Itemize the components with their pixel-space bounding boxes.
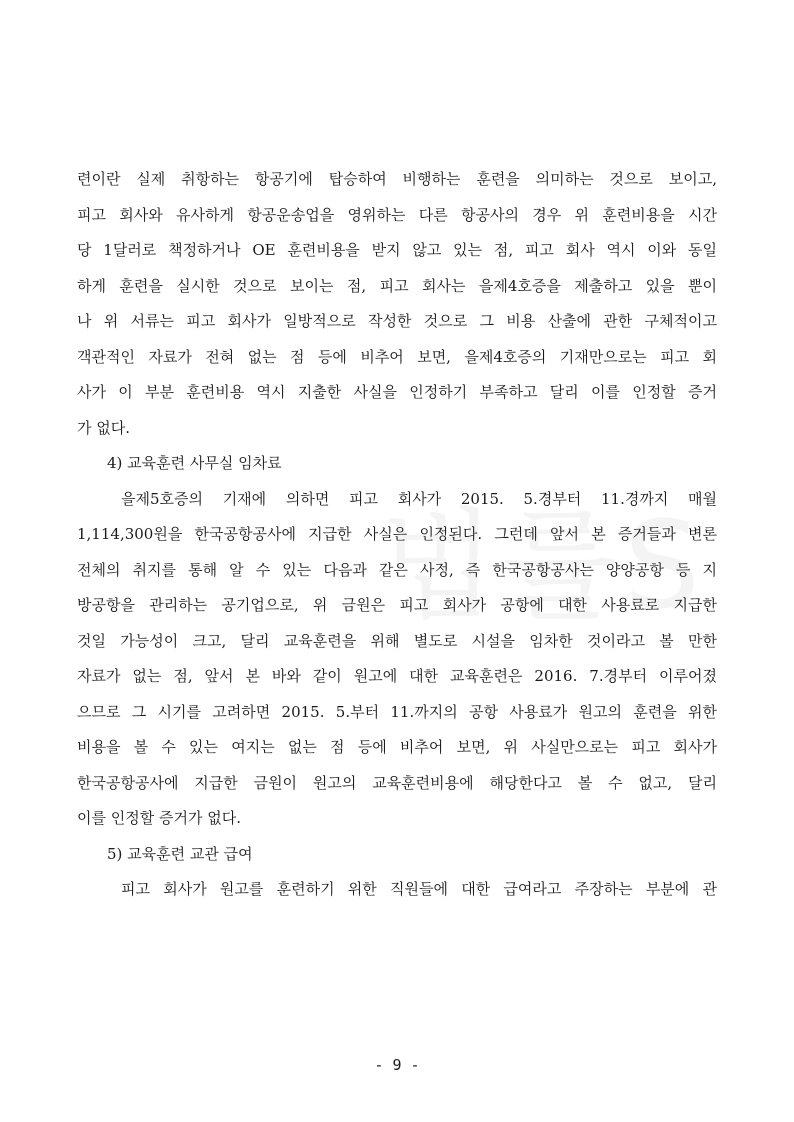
text-line: 하게 훈련을 실시한 것으로 보이는 점, 피고 회사는 을제4호증을 제출하고 있을 뿐이 (77, 276, 717, 295)
text-line: 것일 가능성이 크고, 달리 교육훈련을 위해 별도로 시설을 임차한 것이라고 볼 만한 (77, 631, 717, 650)
paragraph-instructor-salary (77, 872, 717, 908)
section-heading-5: 5) 교육훈련 교관 급여 (107, 844, 253, 863)
text-line: 1,114,300원을 한국공항공사에 지급한 사실은 인정된다. 그런데 앞서 본 증거들과 변론 (77, 525, 717, 543)
text-line: 자료가 없는 점, 앞서 본 바와 같이 원고에 대한 교육훈련은 2016. 7.경부터 이루어졌 (77, 667, 717, 685)
text-line: 피고 회사와 유사하게 항공운송업을 영위하는 다른 항공사의 경우 위 훈련비용을 시간 (77, 205, 717, 224)
section-heading-4: 4) 교육훈련 사무실 임차료 (107, 454, 282, 472)
page-number: - 9 - (374, 1056, 420, 1074)
text-line: 전체의 취지를 통해 알 수 있는 다음과 같은 사정, 즉 한국공항공사는 양양공항 등 지 (77, 560, 717, 579)
text-line: 방공항을 관리하는 공기업으로, 위 금원은 피고 회사가 공항에 대한 사용료로 지급한 (77, 596, 717, 614)
text-line: 피고 회사가 원고를 훈련하기 위한 직원들에 대한 급여라고 주장하는 부분에 관 (121, 880, 717, 898)
text-line: 을제5호증의 기재에 의하면 피고 회사가 2015. 5.경부터 11.경까지 매월 (121, 489, 717, 508)
text-line: 비용을 볼 수 있는 여지는 없는 점 등에 비추어 보면, 위 사실만으로는 피고 회사가 (77, 738, 717, 756)
text-line: 당 1달러로 책정하거나 OE 훈련비용을 받지 않고 있는 점, 피고 회사 역시 이와 동일 (77, 241, 717, 259)
text-line: 사가 이 부분 훈련비용 역시 지출한 사실을 인정하기 부족하고 달리 이를 인정할 증거 (77, 383, 717, 401)
text-line: 으므로 그 시기를 고려하면 2015. 5.부터 11.까지의 공항 사용료가 원고의 훈련을 위한 (77, 702, 717, 721)
text-line: 련이란 실제 취항하는 항공기에 탑승하여 비행하는 훈련을 의미하는 것으로 보이고, (77, 170, 717, 188)
body-text (77, 162, 717, 908)
text-line: 나 위 서류는 피고 회사가 일방적으로 작성한 것으로 그 비용 산출에 관한 구체적이고 (77, 312, 717, 330)
text-line: 이를 인정할 증거가 없다. (77, 809, 241, 827)
text-line: 객관적인 자료가 전혀 없는 점 등에 비추어 보면, 을제4호증의 기재만으로는 피고 회 (77, 347, 717, 366)
text-line: 가 없다. (77, 418, 131, 437)
paragraph-office-rent (77, 482, 717, 837)
paragraph-oe-training (77, 162, 717, 446)
text-line: 한국공항공사에 지급한 금원이 원고의 교육훈련비용에 해당한다고 볼 수 없고, 달리 (77, 773, 717, 792)
